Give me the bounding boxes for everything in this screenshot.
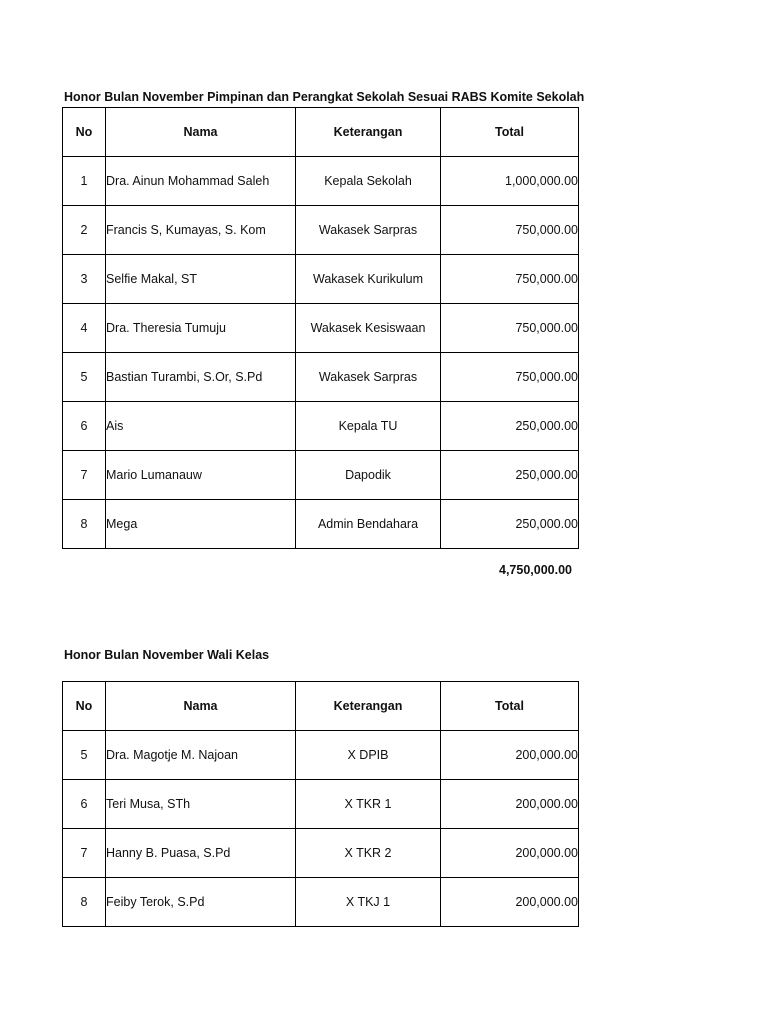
cell-nama: Dra. Magotje M. Najoan	[106, 731, 296, 780]
cell-total: 750,000.00	[441, 353, 579, 402]
table-header-row	[63, 108, 579, 157]
cell-keterangan: Kepala TU	[296, 402, 441, 451]
cell-keterangan: Kepala Sekolah	[296, 157, 441, 206]
cell-total: 200,000.00	[441, 780, 579, 829]
cell-total: 200,000.00	[441, 829, 579, 878]
cell-keterangan: Wakasek Kesiswaan	[296, 304, 441, 353]
table-header-row	[63, 682, 579, 731]
cell-nama: Francis S, Kumayas, S. Kom	[106, 206, 296, 255]
table-row	[63, 304, 579, 353]
cell-keterangan: X TKR 2	[296, 829, 441, 878]
cell-no: 3	[63, 255, 106, 304]
column-header-keterangan: Keterangan	[296, 108, 441, 157]
cell-nama: Ais	[106, 402, 296, 451]
cell-keterangan: Dapodik	[296, 451, 441, 500]
cell-total: 200,000.00	[441, 731, 579, 780]
cell-no: 5	[63, 353, 106, 402]
cell-total: 750,000.00	[441, 206, 579, 255]
cell-keterangan: Wakasek Kurikulum	[296, 255, 441, 304]
cell-no: 5	[63, 731, 106, 780]
cell-no: 8	[63, 500, 106, 549]
honor-table-pimpinan	[62, 107, 579, 549]
cell-nama: Dra. Theresia Tumuju	[106, 304, 296, 353]
table-row	[63, 353, 579, 402]
cell-nama: Teri Musa, STh	[106, 780, 296, 829]
cell-no: 6	[63, 780, 106, 829]
column-header-keterangan: Keterangan	[296, 682, 441, 731]
honor-table-wali-kelas	[62, 681, 579, 927]
table-row	[63, 255, 579, 304]
cell-total: 250,000.00	[441, 500, 579, 549]
cell-no: 4	[63, 304, 106, 353]
table-row	[63, 206, 579, 255]
section-title-wali-kelas: Honor Bulan November Wali Kelas	[64, 648, 270, 662]
column-header-nama: Nama	[106, 108, 296, 157]
section-title-pimpinan: Honor Bulan November Pimpinan dan Perangkat Sekolah Sesuai RABS Komite Sekolah	[64, 90, 585, 104]
cell-no: 6	[63, 402, 106, 451]
column-header-no: No	[63, 682, 106, 731]
column-header-no: No	[63, 108, 106, 157]
cell-keterangan: X DPIB	[296, 731, 441, 780]
cell-no: 7	[63, 829, 106, 878]
cell-total: 250,000.00	[441, 402, 579, 451]
table-row	[63, 500, 579, 549]
cell-total: 750,000.00	[441, 255, 579, 304]
cell-keterangan: Wakasek Sarpras	[296, 353, 441, 402]
cell-nama: Mega	[106, 500, 296, 549]
cell-nama: Hanny B. Puasa, S.Pd	[106, 829, 296, 878]
cell-nama: Mario Lumanauw	[106, 451, 296, 500]
cell-total: 200,000.00	[441, 878, 579, 927]
cell-total: 250,000.00	[441, 451, 579, 500]
cell-no: 1	[63, 157, 106, 206]
table-row	[63, 829, 579, 878]
cell-keterangan: X TKJ 1	[296, 878, 441, 927]
table-row	[63, 878, 579, 927]
column-header-nama: Nama	[106, 682, 296, 731]
table-row	[63, 780, 579, 829]
cell-keterangan: X TKR 1	[296, 780, 441, 829]
column-header-total: Total	[441, 108, 579, 157]
grand-total: 4,750,000.00	[499, 563, 572, 577]
table-row	[63, 157, 579, 206]
cell-no: 8	[63, 878, 106, 927]
table-row	[63, 731, 579, 780]
cell-keterangan: Admin Bendahara	[296, 500, 441, 549]
table-row	[63, 451, 579, 500]
cell-total: 1,000,000.00	[441, 157, 579, 206]
cell-keterangan: Wakasek Sarpras	[296, 206, 441, 255]
cell-no: 7	[63, 451, 106, 500]
cell-nama: Feiby Terok, S.Pd	[106, 878, 296, 927]
cell-total: 750,000.00	[441, 304, 579, 353]
cell-nama: Selfie Makal, ST	[106, 255, 296, 304]
cell-no: 2	[63, 206, 106, 255]
column-header-total: Total	[441, 682, 579, 731]
cell-nama: Bastian Turambi, S.Or, S.Pd	[106, 353, 296, 402]
cell-nama: Dra. Ainun Mohammad Saleh	[106, 157, 296, 206]
table-row	[63, 402, 579, 451]
